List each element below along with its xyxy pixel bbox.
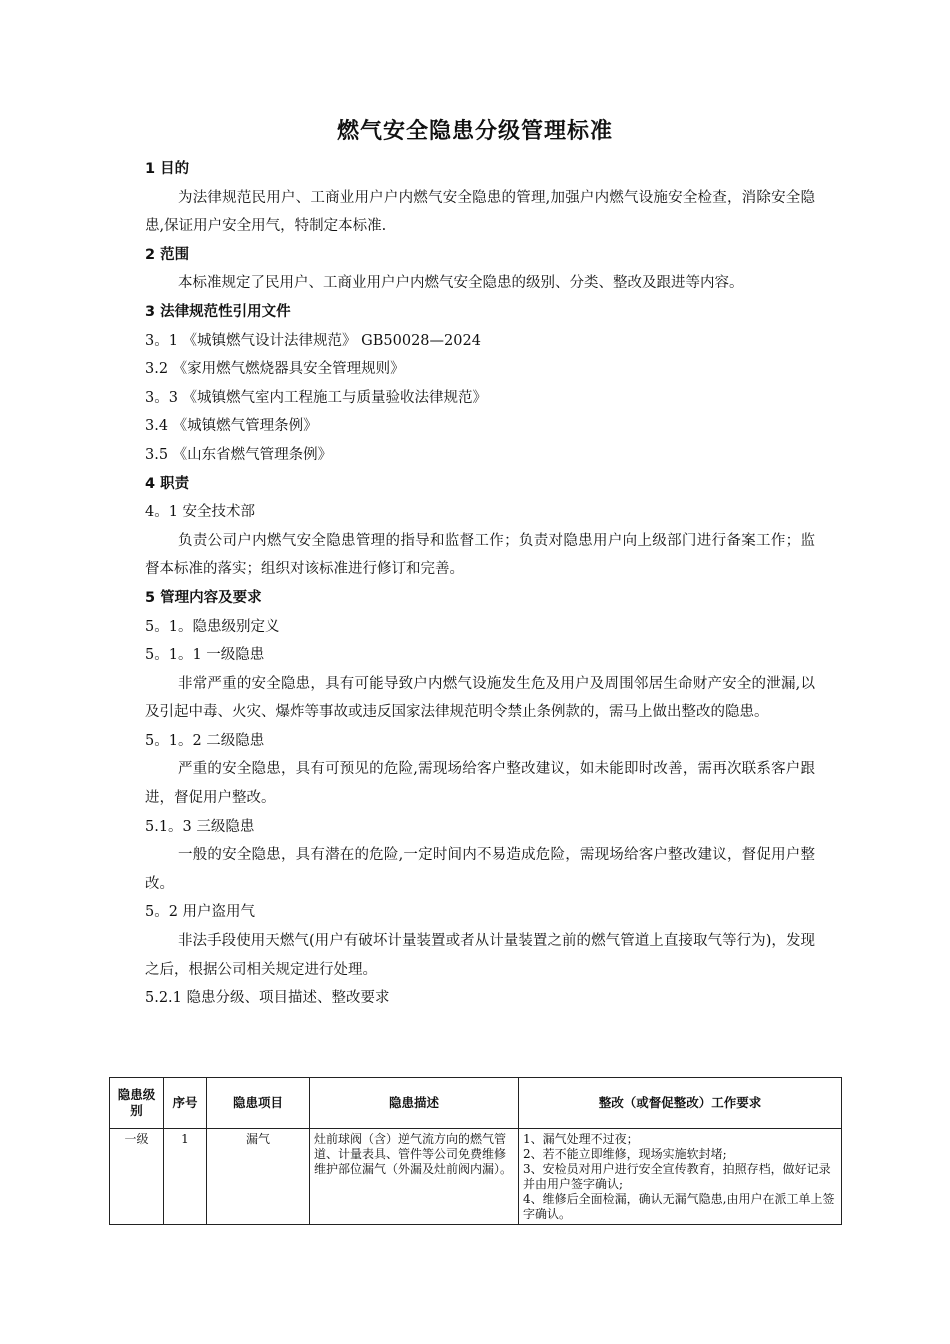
cell-item: 漏气 [207,1129,310,1225]
reference-item: 3。3 《城镇燃气室内工程施工与质量验收法律规范》 [145,389,488,406]
section-heading-management: 5 管理内容及要求 [145,589,262,606]
subsection-label: 4。1 安全技术部 [145,504,256,521]
hazard-table [109,1077,842,1225]
reference-item: 3.5 《山东省燃气管理条例》 [145,446,333,463]
reference-item: 3。1 《城镇燃气设计法律规范》 GB50028—2024 [145,332,481,349]
document-title: 燃气安全隐患分级管理标准 [336,119,613,144]
subsection-label: 5。1。隐患级别定义 [145,618,280,635]
requirement-line: 1、漏气处理不过夜； [523,1132,639,1146]
table-header-row [110,1078,842,1129]
section-heading-purpose: 1 目的 [145,161,190,177]
paragraph-level-one: 非常严重的安全隐患，具有可能导致户内燃气设施发生危及用户及周围邻居生命财产安全的泄漏,以及引起中毒、火灾、爆炸等事故或违反国家法律规范明令禁止条例款的，需马上做出整改的隐患。 [145,675,815,721]
section-heading-references: 3 法律规范性引用文件 [145,303,291,320]
section-heading-scope: 2 范围 [145,246,190,263]
header-hazard-description: 隐患描述 [310,1078,519,1129]
table-row [110,1129,842,1225]
reference-item: 3.2 《家用燃气燃烧器具安全管理规则》 [145,361,405,378]
paragraph-level-two: 严重的安全隐患，具有可预见的危险,需现场给客户整改建议，如未能即时改善，需再次联系客户跟进，督促用户整改。 [145,761,815,807]
header-hazard-item: 隐患项目 [207,1078,310,1129]
cell-description: 灶前球阀（含）逆气流方向的燃气管道、计量表具、管件等公司免费维修维护部位漏气（外漏及灶前阀内漏）。 [310,1129,519,1225]
cell-requirements [519,1129,842,1225]
paragraph-scope: 本标准规定了民用户、工商业用户户内燃气安全隐患的级别、分类、整改及跟进等内容。 [178,275,744,292]
requirement-line: 2、若不能立即维修，现场实施软封堵; [523,1147,727,1161]
subsection-label: 5。1。2 二级隐患 [145,732,265,749]
document-body [145,155,815,1013]
reference-item: 3.4 《城镇燃气管理条例》 [145,418,318,435]
header-hazard-level: 隐患级别 [110,1078,164,1129]
subsection-label: 5.1。3 三级隐患 [145,818,255,835]
section-heading-responsibilities: 4 职责 [145,475,190,492]
paragraph-purpose: 为法律规范民用户、工商业用户户内燃气安全隐患的管理,加强户内燃气设施安全检查，消除安全隐患,保证用户安全用气，特制定本标准. [145,189,815,235]
paragraph-gas-theft: 非法手段使用天燃气(用户有破坏计量装置或者从计量装置之前的燃气管道上直接取气等行为)，发现之后，根据公司相关规定进行处理。 [145,933,815,978]
requirement-line: 3、安检员对用户进行安全宣传教育，拍照存档，做好记录并由用户签字确认; [523,1162,831,1191]
paragraph-level-three: 一般的安全隐患，具有潜在的危险,一定时间内不易造成危险，需现场给客户整改建议，督促用户整改。 [145,847,815,892]
subsection-label: 5。2 用户盗用气 [145,904,256,921]
table-caption: 5.2.1 隐患分级、项目描述、整改要求 [145,990,390,1007]
paragraph-responsibilities: 负责公司户内燃气安全隐患管理的指导和监督工作；负责对隐患用户向上级部门进行备案工作；监督本标准的落实；组织对该标准进行修订和完善。 [145,532,815,578]
cell-no: 1 [164,1129,207,1225]
subsection-label: 5。1。1 一级隐患 [145,647,265,664]
requirement-line: 4、维修后全面检漏，确认无漏气隐患,由用户在派工单上签字确认。 [523,1192,835,1221]
cell-level: 一级 [110,1129,164,1225]
header-rectification-requirements: 整改（或督促整改）工作要求 [519,1078,842,1129]
header-serial-no: 序号 [164,1078,207,1129]
